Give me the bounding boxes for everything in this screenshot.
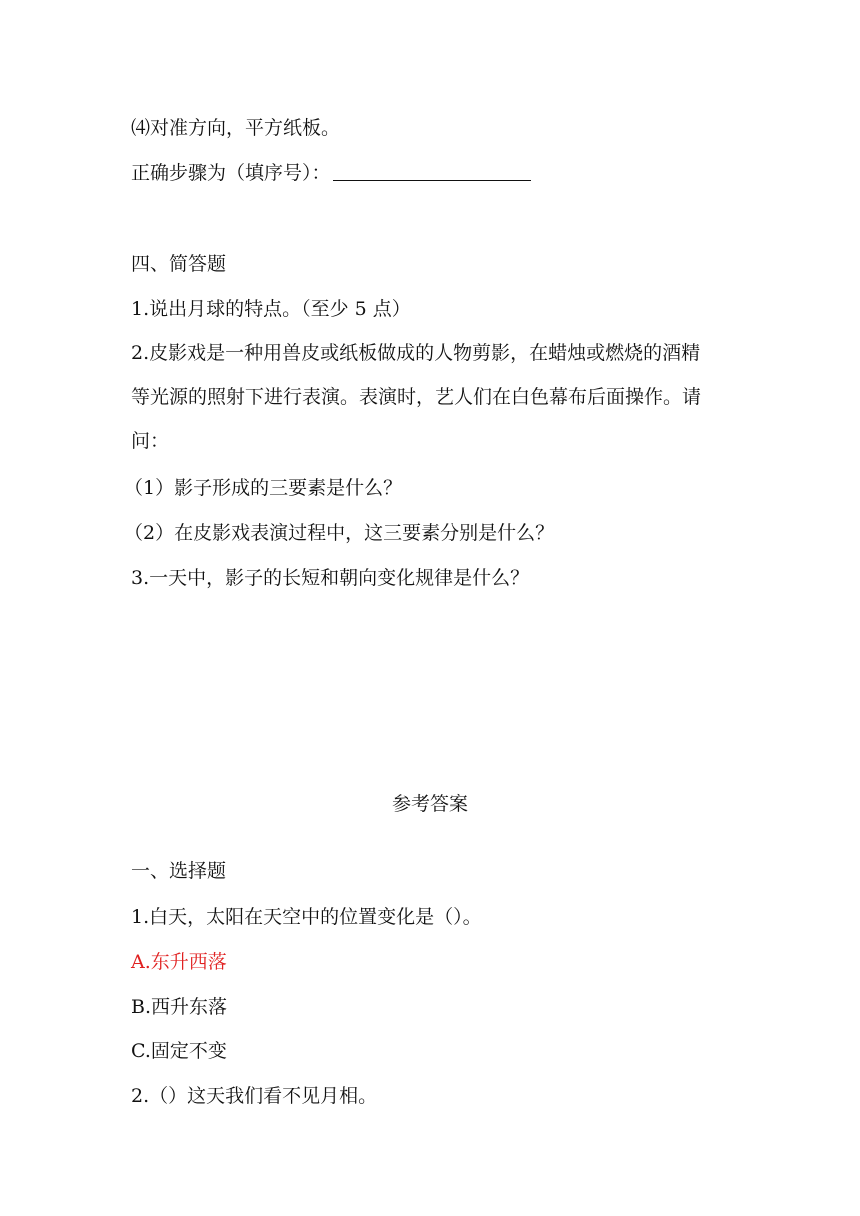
- answer-q1-option-b: B.西升东落: [131, 996, 228, 1018]
- short-answer-q1: 1.说出月球的特点。（至少 5 点）: [131, 298, 411, 320]
- short-answer-q2-line3: 问：: [131, 430, 170, 452]
- section-title-short-answer: 四、简答题: [131, 253, 227, 275]
- short-answer-q3: 3.一天中，影子的长短和朝向变化规律是什么？: [131, 567, 530, 589]
- answers-section-title: 一、选择题: [131, 860, 227, 882]
- short-answer-q2-line1: 2.皮影戏是一种用兽皮或纸板做成的人物剪影，在蜡烛或燃烧的酒精: [131, 342, 701, 364]
- step-4-text: ⑷对准方向，平方纸板。: [131, 117, 341, 139]
- answer-q1: 1.白天，太阳在天空中的位置变化是（）。: [131, 906, 482, 928]
- answer-q2: 2.（）这天我们看不见月相。: [131, 1085, 378, 1107]
- short-answer-q2-sub2: （2）在皮影戏表演过程中，这三要素分别是什么？: [124, 522, 555, 544]
- answer-prompt: [131, 160, 531, 186]
- answer-blank[interactable]: [333, 160, 531, 181]
- short-answer-q2-sub1: （1）影子形成的三要素是什么？: [124, 477, 403, 499]
- answer-q1-option-a-correct: A.东升西落: [131, 951, 227, 973]
- answer-prompt-label: 正确步骤为（填序号）：: [131, 162, 331, 184]
- answer-q1-option-c: C.固定不变: [131, 1040, 227, 1062]
- answers-title: 参考答案: [391, 793, 468, 815]
- short-answer-q2-line2: 等光源的照射下进行表演。表演时，艺人们在白色幕布后面操作。请: [131, 386, 702, 408]
